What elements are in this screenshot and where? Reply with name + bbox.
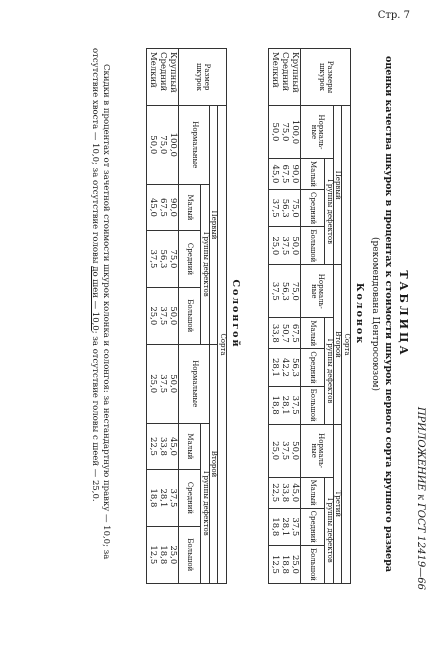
row-size-label: Мелкий (269, 49, 280, 106)
document-title: ТАБЛИЦА (397, 270, 410, 358)
value-cell: 25,0 (147, 287, 158, 344)
table-row (269, 49, 280, 584)
value-cell: 50,0 (290, 227, 301, 265)
value-cell: 18,8 (269, 386, 280, 424)
header-medium: Средний (178, 231, 200, 287)
value-cell: 90,0 (290, 158, 301, 189)
value-cell: 37,5 (280, 227, 290, 265)
value-cell: 45,0 (269, 158, 280, 189)
header-normal: Нормальные (178, 344, 209, 423)
value-cell: 18,8 (147, 470, 158, 526)
table-row (158, 49, 168, 584)
value-cell: 50,0 (168, 344, 179, 423)
header-defect-groups: Группы дефектов (324, 477, 333, 583)
header-defect-groups: Группы дефектов (324, 318, 333, 424)
header-large: Большой (178, 287, 200, 344)
value-cell: 12,5 (269, 545, 280, 583)
value-cell: 37,5 (280, 424, 290, 477)
header-size: Размер шкурок (178, 49, 226, 106)
header-large: Большой (300, 545, 324, 583)
value-cell: 37,5 (269, 190, 280, 227)
value-cell: 12,5 (147, 526, 158, 583)
row-size-label: Крупный (290, 49, 301, 106)
value-cell: 33,8 (280, 477, 290, 508)
table-row (280, 49, 290, 584)
header-medium: Средний (178, 470, 200, 526)
value-cell: 45,0 (147, 184, 158, 231)
value-cell: 25,0 (269, 424, 280, 477)
value-cell: 22,5 (269, 477, 280, 508)
value-cell: 37,5 (158, 287, 168, 344)
header-medium: Средний (300, 190, 324, 227)
value-cell: 90,0 (168, 184, 179, 231)
value-cell: 56,3 (280, 265, 290, 318)
value-cell: 75,0 (158, 106, 168, 185)
value-cell: 50,0 (269, 106, 280, 159)
header-sorta: Сорта (218, 106, 227, 584)
header-small: Малый (178, 184, 200, 231)
discount-footnote (89, 48, 112, 588)
header-normal: Нормальные (178, 106, 209, 185)
value-cell: 25,0 (269, 227, 280, 265)
value-cell: 37,5 (269, 265, 280, 318)
kolonok-table (268, 48, 351, 584)
solongoy-table (146, 48, 227, 584)
value-cell: 28,1 (158, 470, 168, 526)
footnote-text: Скидки в процентах от зачетной стоимости шкурок колонка и солонгоя: за нестандартную правку — 10,0; за отсутствие хвоста — 10,0; за отсутствие головы (90, 48, 112, 560)
value-cell: 28,1 (280, 386, 290, 424)
value-cell: 50,0 (290, 424, 301, 477)
value-cell: 22,5 (147, 423, 158, 470)
header-defect-groups: Группы дефектов (200, 184, 209, 344)
header-second: Второй (209, 344, 218, 583)
header-third: Третий (333, 424, 342, 583)
rotated-page-content (54, 34, 426, 594)
appendix-header: ПРИЛОЖЕНИЕ к ГОСТ 12419—66 (415, 406, 426, 590)
header-normal: Нормаль-ные (300, 424, 333, 477)
header-defect-groups: Группы дефектов (324, 158, 333, 264)
value-cell: 67,5 (280, 158, 290, 189)
page-number: Стр. 7 (377, 10, 410, 21)
header-normal: Нормаль-ные (300, 106, 333, 159)
table-row (168, 49, 179, 584)
header-first: Первый (209, 106, 218, 345)
document-subtitle: оценки качества шкурок в процентах к стоимости шкурок первого сорта крупного размера (383, 55, 394, 573)
header-small: Малый (300, 318, 324, 349)
value-cell: 56,3 (290, 349, 301, 386)
header-large: Большой (300, 227, 324, 265)
section-title-solongoy: Солонгой (230, 279, 241, 349)
value-cell: 45,0 (290, 477, 301, 508)
value-cell: 37,5 (168, 470, 179, 526)
header-large: Большой (300, 386, 324, 424)
value-cell: 37,5 (290, 508, 301, 545)
header-second: Второй (333, 265, 342, 424)
header-sorta: Сорта (342, 106, 351, 584)
value-cell: 75,0 (290, 190, 301, 227)
value-cell: 67,5 (290, 318, 301, 349)
value-cell: 100,0 (290, 106, 301, 159)
value-cell: 18,8 (158, 526, 168, 583)
value-cell: 18,8 (269, 508, 280, 545)
value-cell: 25,0 (168, 526, 179, 583)
row-size-label: Средний (158, 49, 168, 106)
value-cell: 37,5 (147, 231, 158, 287)
footnote-underlined-text: до шеи — 10,0 (90, 266, 101, 331)
value-cell: 56,3 (158, 231, 168, 287)
value-cell: 50,7 (280, 318, 290, 349)
row-size-label: Крупный (168, 49, 179, 106)
section-title-kolonok: Колонок (354, 282, 365, 346)
value-cell: 33,8 (158, 423, 168, 470)
value-cell: 75,0 (280, 106, 290, 159)
value-cell: 25,0 (147, 344, 158, 423)
document-note: (рекомендована Центросоюзом) (370, 236, 380, 392)
value-cell: 18,8 (280, 545, 290, 583)
header-large: Большой (178, 526, 200, 583)
value-cell: 42,2 (280, 349, 290, 386)
value-cell: 37,5 (158, 344, 168, 423)
value-cell: 75,0 (168, 231, 179, 287)
footnote-text-end: ; за отсутствие головы с шеей — 25,0. (90, 330, 101, 502)
header-first: Первый (333, 106, 342, 265)
row-size-label: Мелкий (147, 49, 158, 106)
header-defect-groups: Группы дефектов (200, 423, 209, 583)
header-medium: Средний (300, 349, 324, 386)
header-size: Размеры шкурок (300, 49, 350, 106)
value-cell: 45,0 (168, 423, 179, 470)
header-small: Малый (300, 158, 324, 189)
header-medium: Средний (300, 508, 324, 545)
value-cell: 75,0 (290, 265, 301, 318)
table-row (290, 49, 301, 584)
value-cell: 50,0 (168, 287, 179, 344)
value-cell: 33,8 (269, 318, 280, 349)
value-cell: 25,0 (290, 545, 301, 583)
table-row (147, 49, 158, 584)
value-cell: 28,1 (269, 349, 280, 386)
value-cell: 100,0 (168, 106, 179, 185)
header-small: Малый (300, 477, 324, 508)
value-cell: 67,5 (158, 184, 168, 231)
row-size-label: Средний (280, 49, 290, 106)
header-normal: Нормаль-ные (300, 265, 333, 318)
value-cell: 28,1 (280, 508, 290, 545)
value-cell: 37,5 (290, 386, 301, 424)
header-small: Малый (178, 423, 200, 470)
value-cell: 56,3 (280, 190, 290, 227)
value-cell: 50,0 (147, 106, 158, 185)
